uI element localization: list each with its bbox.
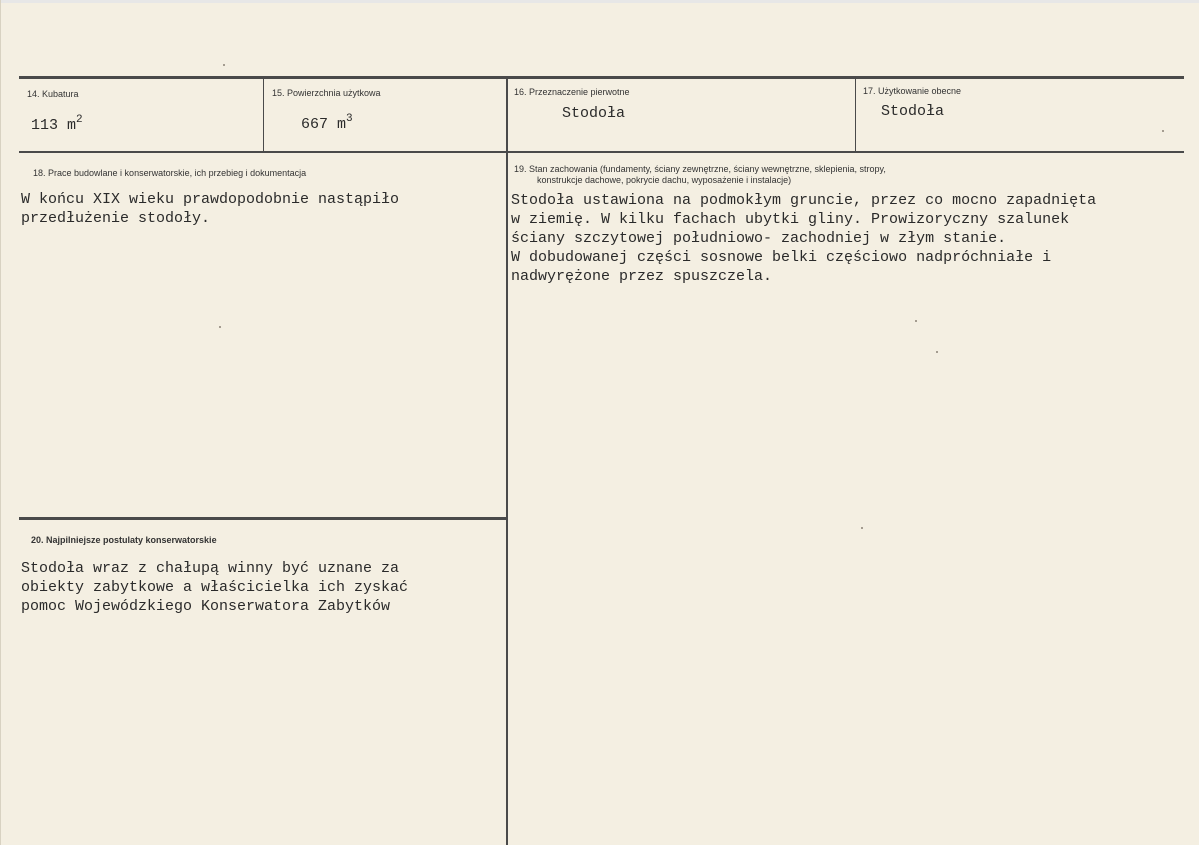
rule-row1-bottom xyxy=(19,151,1184,153)
field-19-line: nadwyrężone przez spuszczela. xyxy=(511,268,773,285)
field-19-text xyxy=(511,191,1096,286)
field-14-value xyxy=(31,116,83,135)
field-19-label xyxy=(514,164,886,186)
field-16-label: 16. Przeznaczenie pierwotne xyxy=(514,87,630,97)
paper-speck xyxy=(223,64,225,66)
divider-main xyxy=(506,78,508,845)
field-19-line: w ziemię. W kilku fachach ubytki gliny. Prowizoryczny szalunek xyxy=(511,211,1070,228)
paper-speck xyxy=(219,326,221,328)
field-14-number: 113 m xyxy=(31,117,77,134)
field-15-number: 667 m xyxy=(301,116,347,133)
field-15-exponent: 3 xyxy=(346,113,353,125)
field-20-line: obiekty zabytkowe a właścicielka ich zyskać xyxy=(21,579,409,596)
field-19-line: ściany szczytowej południowo- zachodniej w złym stanie. xyxy=(511,230,1007,247)
rule-top xyxy=(19,76,1184,79)
paper-speck xyxy=(861,527,863,529)
field-14-exponent: 2 xyxy=(76,114,83,126)
rule-f20-top xyxy=(19,517,506,520)
field-20-line: Stodoła wraz z chałupą winny być uznane za xyxy=(21,560,400,577)
field-18-line: W końcu XIX wieku prawdopodobnie nastąpiło xyxy=(21,191,400,208)
field-19-line: W dobudowanej części sosnowe belki częściowo nadpróchniałe i xyxy=(511,249,1052,266)
field-18-label: 18. Prace budowlane i konserwatorskie, ich przebieg i dokumentacja xyxy=(33,168,307,178)
paper-speck xyxy=(936,351,938,353)
paper-speck xyxy=(915,320,917,322)
field-19-line: Stodoła ustawiona na podmokłym gruncie, przez co mocno zapadnięta xyxy=(511,192,1097,209)
field-18-text xyxy=(21,190,399,228)
field-16-value: Stodoła xyxy=(562,105,626,122)
field-18-line: przedłużenie stodoły. xyxy=(21,210,211,227)
field-17-value: Stodoła xyxy=(881,103,945,120)
paper-speck xyxy=(1162,130,1164,132)
field-20-label: 20. Najpilniejsze postulaty konserwatorskie xyxy=(31,535,217,545)
top-edge xyxy=(1,0,1199,3)
field-20-line: pomoc Wojewódzkiego Konserwatora Zabytków xyxy=(21,598,391,615)
field-14-label: 14. Kubatura xyxy=(27,89,79,99)
field-17-label: 17. Użytkowanie obecne xyxy=(863,86,962,96)
divider-16-17 xyxy=(855,78,856,152)
field-20-text xyxy=(21,559,408,616)
field-19-label-line: 19. Stan zachowania (fundamenty, ściany zewnętrzne, ściany wewnętrzne, sklepienia, stropy, xyxy=(514,164,886,174)
field-19-label-line: konstrukcje dachowe, pokrycie dachu, wyposażenie i instalacje) xyxy=(537,175,792,185)
field-15-label: 15. Powierzchnia użytkowa xyxy=(272,88,381,98)
divider-14-15 xyxy=(263,78,264,152)
field-15-value xyxy=(301,115,353,134)
